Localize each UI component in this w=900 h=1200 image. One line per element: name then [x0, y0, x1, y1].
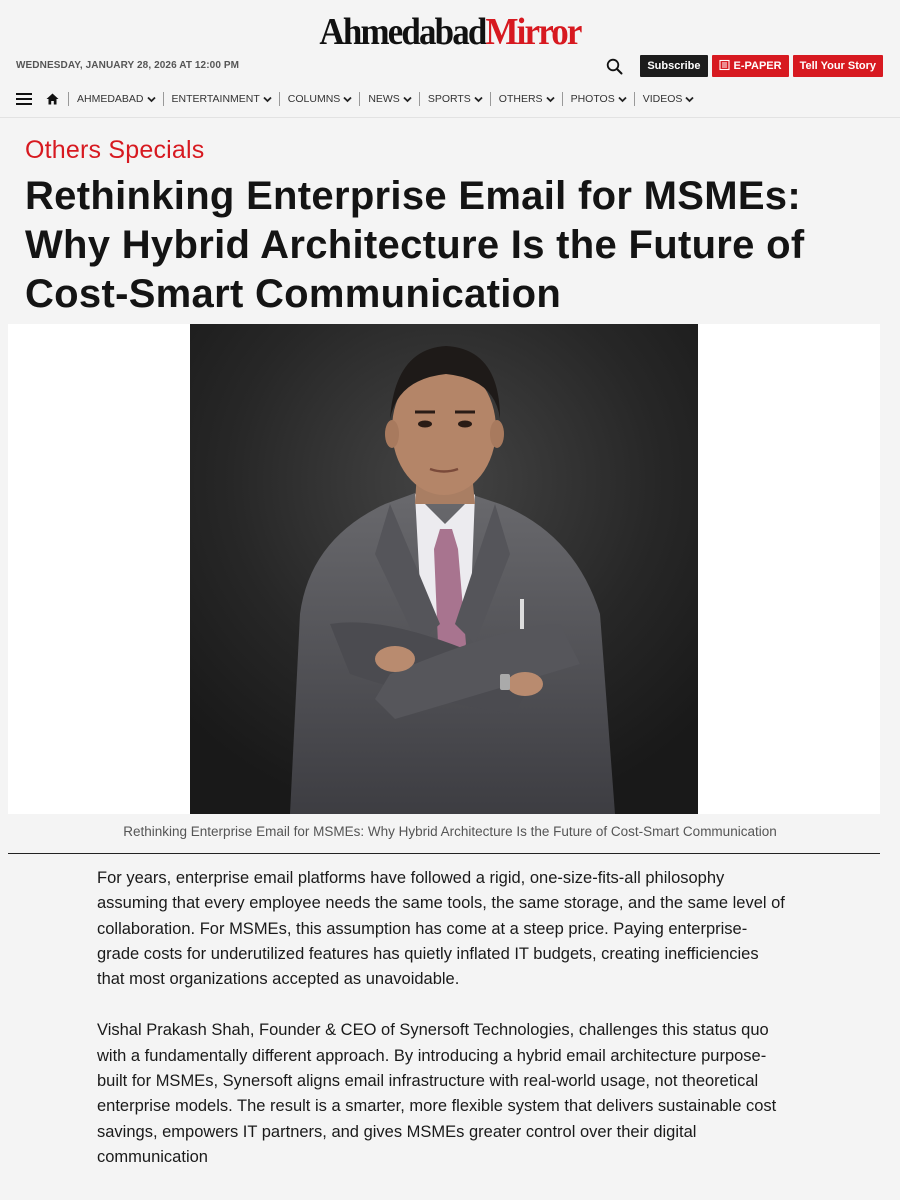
caption-divider	[8, 853, 880, 854]
nav-item-ahmedabad[interactable]	[68, 92, 163, 106]
nav-item-label: OTHERS	[498, 93, 543, 105]
article-title: Rethinking Enterprise Email for MSMEs: Why Hybrid Architecture Is the Future of Cost-Smart Communication	[25, 174, 805, 316]
article-photo	[190, 324, 698, 814]
nav-item-label: PHOTOS	[570, 93, 615, 105]
nav-item-label: ENTERTAINMENT	[171, 93, 260, 105]
chevron-down-icon	[403, 95, 412, 104]
nav-item-label: COLUMNS	[287, 93, 341, 105]
subscribe-button[interactable]: Subscribe	[640, 55, 707, 77]
nav-item-label: SPORTS	[427, 93, 471, 105]
article-paragraph: Vishal Prakash Shah, Founder & CEO of Synersoft Technologies, challenges this status quo with a fundamentally different approach. By introducing a hybrid email architecture purpose-built for MSMEs, Synersoft aligns email infrastructure with real-world usage, not theoretical enterprise models. The result is a smarter, more flexible system that delivers sustainable cost savings, empowers IT partners, and gives MSMEs greater control over their digital communication	[97, 1021, 777, 1166]
home-icon[interactable]	[46, 92, 60, 106]
article-figure	[8, 324, 880, 814]
chevron-down-icon	[546, 95, 555, 104]
portrait-illustration	[190, 324, 698, 814]
nav-item-label: NEWS	[368, 93, 400, 105]
chevron-down-icon	[685, 95, 694, 104]
hamburger-menu-icon[interactable]	[16, 93, 32, 105]
chevron-down-icon	[618, 95, 627, 104]
search-icon[interactable]	[602, 55, 626, 77]
article-category[interactable]: Others Specials	[25, 136, 205, 164]
site-logo[interactable]	[36, 10, 864, 54]
nav-item-columns[interactable]	[279, 92, 360, 106]
main-nav	[0, 88, 900, 110]
image-caption: Rethinking Enterprise Email for MSMEs: Why Hybrid Architecture Is the Future of Cost-Smart Communication	[123, 824, 777, 839]
logo-ahmedabad: Ahmedabad	[319, 11, 486, 53]
logo-mirror: Mirror	[485, 11, 581, 53]
nav-item-entertainment[interactable]	[163, 92, 279, 106]
nav-item-sports[interactable]	[419, 92, 490, 106]
nav-item-photos[interactable]	[562, 92, 634, 106]
epaper-button[interactable]	[712, 55, 789, 77]
nav-item-videos[interactable]	[634, 92, 702, 106]
chevron-down-icon	[474, 95, 483, 104]
article-paragraph: For years, enterprise email platforms have followed a rigid, one-size-fits-all philosophy assuming that every employee needs the same tools, the same storage, and the same level of collaboration. For MSMEs, this assumption has come at a steep price. Paying enterprise-grade costs for underutilized features has quietly inflated IT budgets, creating inefficiencies that most organizations accepted as unavoidable.	[97, 869, 785, 989]
article-body	[97, 866, 787, 1196]
nav-item-label: AHMEDABAD	[77, 93, 144, 105]
newspaper-icon	[719, 59, 731, 74]
dateline: WEDNESDAY, JANUARY 28, 2026 AT 12:00 PM	[16, 60, 240, 71]
header-actions	[602, 55, 883, 77]
chevron-down-icon	[343, 95, 352, 104]
masthead	[0, 0, 900, 118]
nav-item-label: VIDEOS	[642, 93, 683, 105]
nav-item-news[interactable]	[359, 92, 419, 106]
tell-your-story-button[interactable]: Tell Your Story	[793, 55, 883, 77]
epaper-label: E-PAPER	[733, 60, 782, 72]
chevron-down-icon	[263, 95, 272, 104]
nav-item-others[interactable]	[490, 92, 562, 106]
chevron-down-icon	[147, 95, 156, 104]
